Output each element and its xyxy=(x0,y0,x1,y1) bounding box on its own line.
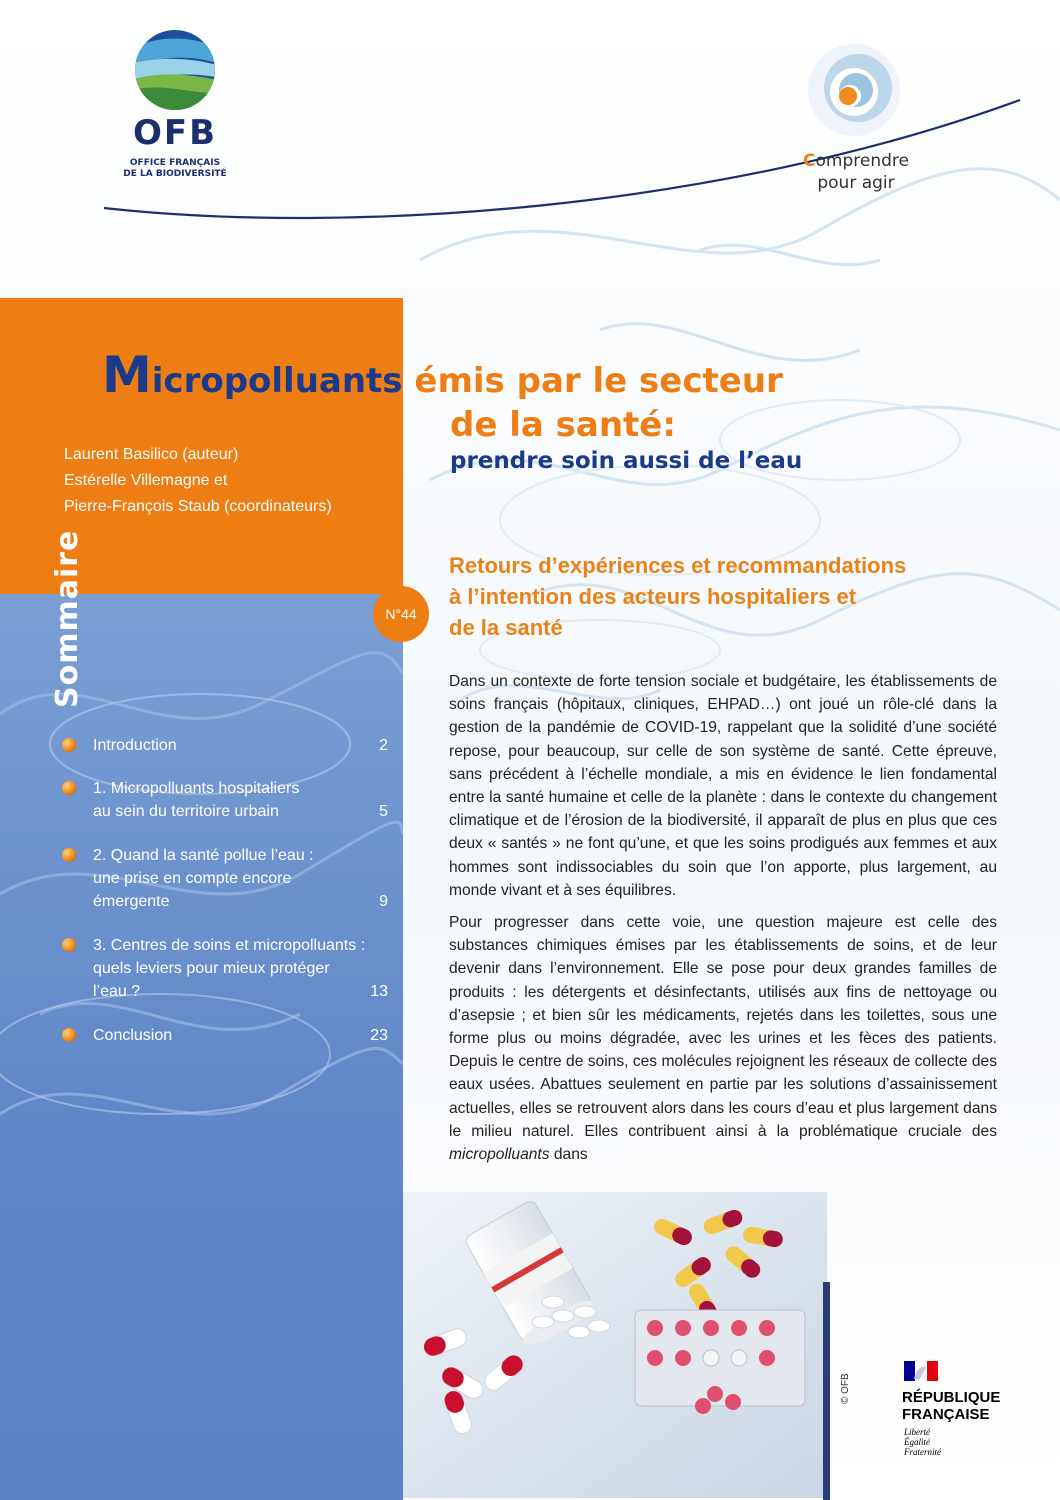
pills-illustration xyxy=(403,1192,827,1498)
author-line: Laurent Basilico (auteur) xyxy=(64,446,239,463)
authors-block xyxy=(64,442,394,520)
title-line-1 xyxy=(102,346,783,406)
bullet-icon xyxy=(62,1028,76,1042)
bullet-icon xyxy=(62,848,76,862)
tagline-line2: pour agir xyxy=(817,173,895,193)
logo-wordmark: OFB xyxy=(132,113,218,153)
paragraph-italic-term: micropolluants xyxy=(449,1146,550,1164)
title-line-1-rest: émis par le secteur xyxy=(402,361,783,401)
paragraph: Dans un contexte de forte tension sociale et budgétaire, les établissements de soins français (hôpitaux, cliniques, EHPAD…) ont joué un rôle-clé dans la gestion de la pandémie de COVID-19, rappelant que la solidité d’une société repose, pour beaucoup, sur celle de son système de santé. Cette épreuve, sans précédent à l’échelle mondiale, a mis en évidence le lien fondamental entre la santé humaine et celle de la planète : dans le contexte du changement climatique et de l’érosion de la biodiversité, il apparaît de plus en plus que ces deux « santés » ne font qu’une, et que les soins prodigués aux femmes et aux hommes sont indissociables du soin que l’on apporte, plus largement, au monde vivant et à ses équilibres. xyxy=(449,673,997,899)
title-initial: M xyxy=(102,346,152,404)
tagline-initial: C xyxy=(803,151,816,171)
republic-motto xyxy=(904,1427,941,1457)
subtitle xyxy=(449,550,1009,643)
title-keyword: icropolluants xyxy=(151,361,403,401)
comprendre-pour-agir-target-icon xyxy=(806,42,902,138)
author-line: Estérelle Villemagne et xyxy=(64,472,228,489)
motto-line: Fraternité xyxy=(904,1447,941,1457)
toc-page-number: 23 xyxy=(370,1027,388,1044)
toc-page-number: 13 xyxy=(370,983,388,1000)
toc-item-title xyxy=(93,777,353,823)
photo-edge-accent xyxy=(823,1282,830,1500)
logo-subtitle-line2: DE LA BIODIVERSITÉ xyxy=(123,169,227,179)
ofb-logo-globe-icon xyxy=(110,30,240,114)
body-text xyxy=(449,670,997,1175)
toc-item-title-line: quels leviers pour mieux protéger xyxy=(93,960,330,977)
title-line-3: prendre soin aussi de l’eau xyxy=(450,448,803,474)
issue-number-badge: N°44 xyxy=(373,586,429,642)
sommaire-heading: Sommaire xyxy=(50,529,85,708)
bullet-icon xyxy=(62,781,76,795)
republique-name-line: FRANÇAISE xyxy=(902,1406,990,1423)
toc-item-title xyxy=(93,734,353,757)
sidebar-water-texture xyxy=(0,594,403,1500)
logo-subtitle xyxy=(110,158,240,180)
toc-item-title-line: l’eau ? xyxy=(93,983,141,1000)
tagline-line1: omprendre xyxy=(815,151,909,171)
toc-page-number: 2 xyxy=(379,737,388,754)
toc-item-title xyxy=(93,1024,353,1047)
toc-item-title-line: 3. Centres de soins et micropolluants : xyxy=(93,937,366,954)
author-line: Pierre-François Staub (coordinateurs) xyxy=(64,498,332,515)
medicine-photo xyxy=(403,1192,827,1498)
tagline xyxy=(786,150,926,194)
header-swoosh-line xyxy=(100,60,1060,230)
toc-item-title-line: une prise en compte encore xyxy=(93,870,292,887)
photo-credit: © OFB xyxy=(840,1373,851,1404)
toc-item-title-line: 2. Quand la santé pollue l’eau : xyxy=(93,847,314,864)
subtitle-line: à l’intention des acteurs hospitaliers et xyxy=(449,584,857,609)
sidebar-blue-block xyxy=(0,594,403,1500)
toc-item-title-line: au sein du territoire urbain xyxy=(93,803,279,820)
subtitle-line: Retours d’expériences et recommandations xyxy=(449,553,907,578)
toc-item-title-line: 1. Micropolluants hospitaliers xyxy=(93,780,300,797)
toc-page-number: 9 xyxy=(379,893,388,910)
toc-item-title-line: émergente xyxy=(93,893,170,910)
motto-line: Liberté xyxy=(904,1427,930,1437)
ofb-logo xyxy=(110,30,240,190)
paragraph xyxy=(449,911,997,1166)
motto-line: Égalité xyxy=(904,1437,930,1447)
republique-name-line: RÉPUBLIQUE xyxy=(902,1389,1001,1406)
bullet-icon xyxy=(62,738,76,752)
republique-francaise-name xyxy=(902,1389,1000,1423)
paragraph-text: Pour progresser dans cette voie, une question majeure est celle des substances chimiques émises par les établissements de soins, et de leur devenir dans l’environnement. Elle se pose pour deux grandes familles de produits : les détergents et désinfectants, utilisés aux fins de nettoyage ou d’asepsie ; et bien sûr les médicaments, rejetés dans les toilettes, sous une forme plus ou moins dégradée, avec les urines et les fèces des patients. Depuis le centre de soins, ces molécules rejoignent les réseaux de collecte des eaux usées. Abattues seulement en partie par les solutions d’assainissement actuelles, elles se retrouvent alors dans les cours d’eau et plus largement dans le milieu naturel. Elles contribuent ainsi à la problématique cruciale des xyxy=(449,914,997,1140)
toc-item-title xyxy=(93,844,353,913)
logo-subtitle-line1: OFFICE FRANÇAIS xyxy=(129,158,221,168)
toc-item-title-line: Introduction xyxy=(93,737,177,754)
marianne-flag-icon xyxy=(904,1361,938,1381)
subtitle-line: de la santé xyxy=(449,615,563,640)
paragraph-text: dans xyxy=(549,1146,588,1164)
bullet-icon xyxy=(62,938,76,952)
toc-page-number: 5 xyxy=(379,803,388,820)
toc-item-title-line: Conclusion xyxy=(93,1027,173,1044)
title-line-2: de la santé: xyxy=(450,405,676,445)
